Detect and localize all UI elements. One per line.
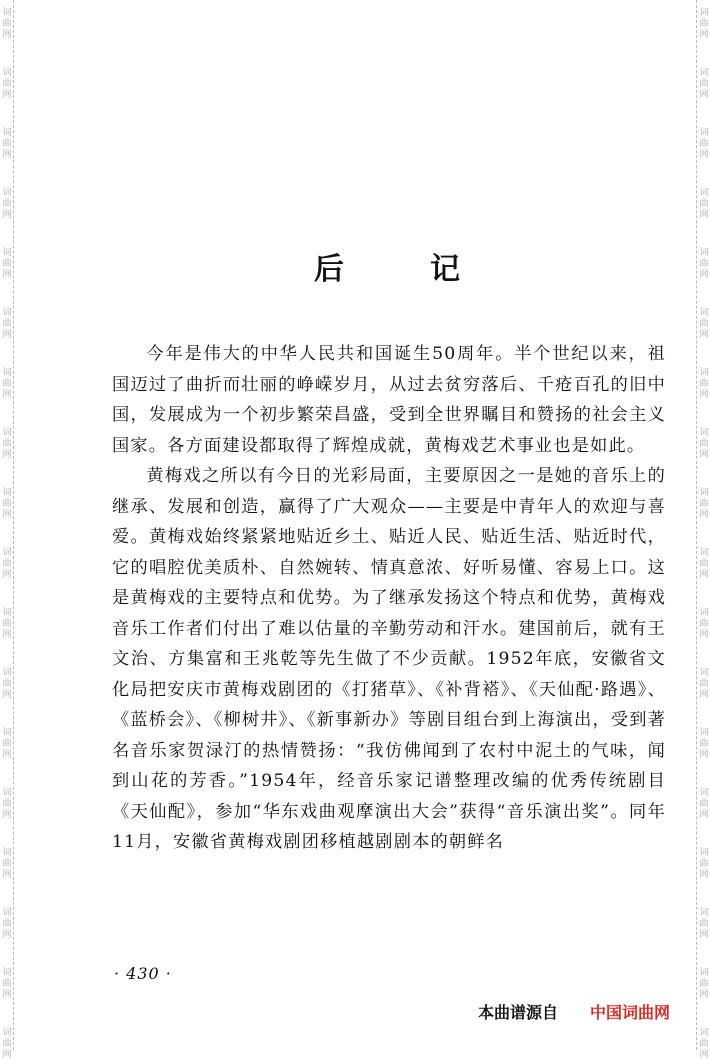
watermark-char: 词 bbox=[699, 848, 709, 858]
watermark-char: 词 bbox=[699, 608, 709, 618]
page-number: · 430 · bbox=[114, 964, 172, 983]
right-watermark-group bbox=[697, 788, 710, 821]
watermark-char: 曲 bbox=[2, 559, 12, 569]
watermark-char: 网 bbox=[699, 1050, 709, 1060]
watermark-char: 曲 bbox=[2, 739, 12, 749]
watermark-char: 曲 bbox=[699, 19, 709, 29]
watermark-char: 曲 bbox=[2, 319, 12, 329]
left-watermark-group bbox=[0, 968, 14, 1001]
watermark-char: 曲 bbox=[2, 439, 12, 449]
watermark-char: 词 bbox=[699, 788, 709, 798]
watermark-char: 曲 bbox=[2, 619, 12, 629]
left-watermark-group bbox=[0, 788, 14, 821]
watermark-char: 词 bbox=[2, 668, 12, 678]
watermark-char: 曲 bbox=[2, 679, 12, 689]
watermark-char: 曲 bbox=[2, 1039, 12, 1049]
left-watermark-strip bbox=[0, 0, 14, 1060]
right-watermark-group bbox=[697, 68, 710, 101]
right-watermark-group bbox=[697, 728, 710, 761]
right-watermark-group bbox=[697, 668, 710, 701]
watermark-char: 网 bbox=[2, 30, 12, 40]
watermark-char: 网 bbox=[2, 270, 12, 280]
watermark-char: 网 bbox=[2, 750, 12, 760]
watermark-char: 网 bbox=[699, 990, 709, 1000]
watermark-char: 曲 bbox=[2, 19, 12, 29]
right-watermark-group bbox=[697, 908, 710, 941]
watermark-char: 词 bbox=[2, 128, 12, 138]
watermark-char: 词 bbox=[2, 188, 12, 198]
right-watermark-group bbox=[697, 8, 710, 41]
paragraph-1: 今年是伟大的中华人民共和国诞生50周年。半个世纪以来，祖国迈过了曲折而壮丽的峥嵘岁月，从过去贫穷落后、千疮百孔的旧中国，发展成为一个初步繁荣昌盛，受到全世界瞩目和赞扬的社会主义国家。各方面建设都取得了辉煌成就，黄梅戏艺术事业也是如此。 bbox=[112, 344, 666, 456]
watermark-char: 曲 bbox=[2, 859, 12, 869]
site-name-link[interactable]: 中国词曲网 bbox=[590, 1003, 671, 1022]
watermark-char: 曲 bbox=[699, 559, 709, 569]
watermark-char: 曲 bbox=[2, 799, 12, 809]
watermark-char: 网 bbox=[2, 630, 12, 640]
watermark-char: 词 bbox=[699, 128, 709, 138]
left-watermark-group bbox=[0, 608, 14, 641]
watermark-char: 网 bbox=[699, 90, 709, 100]
watermark-char: 网 bbox=[699, 870, 709, 880]
left-watermark-group bbox=[0, 428, 14, 461]
watermark-char: 词 bbox=[699, 68, 709, 78]
watermark-char: 曲 bbox=[699, 439, 709, 449]
watermark-char: 曲 bbox=[699, 79, 709, 89]
watermark-char: 词 bbox=[699, 548, 709, 558]
watermark-char: 网 bbox=[2, 990, 12, 1000]
watermark-char: 网 bbox=[2, 1050, 12, 1060]
watermark-char: 网 bbox=[699, 510, 709, 520]
paragraph-2: 黄梅戏之所以有今日的光彩局面，主要原因之一是她的音乐上的继承、发展和创造，赢得了广大观众——主要是中青年人的欢迎与喜爱。黄梅戏始终紧紧地贴近乡土、贴近人民、贴近生活、贴近时代，它的唱腔优美质朴、自然婉转、情真意浓、好听易懂、容易上口。这是黄梅戏的主要特点和优势。为了继承发扬这个特点和优势，黄梅戏音乐工作者们付出了难以估量的辛勤劳动和汗水。建国前后，就有王文治、方集富和王兆乾等先生做了不少贡献。1952年底，安徽省文化局把安庆市黄梅戏剧团的《打猪草》、《补背褡》、《天仙配·路遇》、《蓝桥会》、《柳树井》、《新事新办》等剧目组台到上海演出，受到著名音乐家贺渌汀的热情赞扬：“我仿佛闻到了农村中泥土的气味，闻到山花的芳香。”1954年，经音乐家记谱整理改编的优秀传统剧目《天仙配》，参加“华东戏曲观摩演出大会”获得“音乐演出奖”。同年11月，安徽省黄梅戏剧团移植越剧剧本的朝鲜名 bbox=[112, 466, 667, 852]
watermark-char: 词 bbox=[699, 968, 709, 978]
left-watermark-group bbox=[0, 908, 14, 941]
watermark-char: 网 bbox=[2, 450, 12, 460]
watermark-char: 词 bbox=[699, 428, 709, 438]
left-watermark-group bbox=[0, 308, 14, 341]
watermark-char: 网 bbox=[2, 510, 12, 520]
watermark-char: 曲 bbox=[699, 679, 709, 689]
left-watermark-group bbox=[0, 728, 14, 761]
watermark-char: 曲 bbox=[2, 379, 12, 389]
left-watermark-group bbox=[0, 68, 14, 101]
watermark-char: 曲 bbox=[699, 499, 709, 509]
watermark-char: 词 bbox=[2, 68, 12, 78]
watermark-char: 词 bbox=[2, 428, 12, 438]
right-watermark-group bbox=[697, 188, 710, 221]
watermark-char: 词 bbox=[2, 968, 12, 978]
watermark-char: 网 bbox=[699, 570, 709, 580]
watermark-char: 网 bbox=[699, 750, 709, 760]
watermark-char: 网 bbox=[2, 210, 12, 220]
watermark-char: 网 bbox=[2, 150, 12, 160]
body-text bbox=[112, 339, 666, 858]
watermark-char: 网 bbox=[2, 810, 12, 820]
watermark-char: 网 bbox=[699, 210, 709, 220]
title-char-1: 后 bbox=[314, 252, 344, 287]
source-label: 本曲谱源自 bbox=[478, 1003, 559, 1022]
right-watermark-group bbox=[697, 848, 710, 881]
watermark-char: 曲 bbox=[699, 259, 709, 269]
watermark-char: 网 bbox=[2, 870, 12, 880]
watermark-char: 词 bbox=[2, 728, 12, 738]
watermark-char: 词 bbox=[699, 728, 709, 738]
left-watermark-group bbox=[0, 248, 14, 281]
watermark-char: 曲 bbox=[2, 979, 12, 989]
watermark-char: 曲 bbox=[2, 139, 12, 149]
left-watermark-group bbox=[0, 668, 14, 701]
right-watermark-group bbox=[697, 488, 710, 521]
left-watermark-group bbox=[0, 1028, 14, 1061]
left-watermark-group bbox=[0, 848, 14, 881]
page-title bbox=[314, 248, 474, 292]
watermark-char: 曲 bbox=[2, 79, 12, 89]
right-watermark-group bbox=[697, 548, 710, 581]
title-char-2: 记 bbox=[430, 252, 460, 287]
watermark-char: 网 bbox=[2, 330, 12, 340]
watermark-char: 词 bbox=[699, 308, 709, 318]
watermark-char: 网 bbox=[699, 330, 709, 340]
watermark-char: 曲 bbox=[699, 139, 709, 149]
watermark-char: 曲 bbox=[699, 859, 709, 869]
right-watermark-group bbox=[697, 1028, 710, 1061]
watermark-char: 曲 bbox=[699, 199, 709, 209]
watermark-char: 曲 bbox=[699, 619, 709, 629]
watermark-char: 词 bbox=[699, 188, 709, 198]
watermark-char: 词 bbox=[2, 788, 12, 798]
watermark-char: 网 bbox=[699, 150, 709, 160]
watermark-char: 曲 bbox=[699, 739, 709, 749]
watermark-char: 曲 bbox=[699, 319, 709, 329]
right-watermark-group bbox=[697, 428, 710, 461]
watermark-char: 曲 bbox=[2, 199, 12, 209]
left-watermark-group bbox=[0, 548, 14, 581]
watermark-char: 曲 bbox=[699, 1039, 709, 1049]
watermark-char: 曲 bbox=[2, 919, 12, 929]
left-watermark-group bbox=[0, 368, 14, 401]
watermark-char: 词 bbox=[699, 668, 709, 678]
watermark-char: 曲 bbox=[699, 919, 709, 929]
watermark-char: 网 bbox=[699, 930, 709, 940]
watermark-char: 网 bbox=[699, 450, 709, 460]
right-watermark-group bbox=[697, 308, 710, 341]
watermark-char: 词 bbox=[2, 8, 12, 18]
watermark-char: 曲 bbox=[699, 799, 709, 809]
watermark-char: 网 bbox=[2, 690, 12, 700]
right-watermark-strip bbox=[696, 0, 710, 1060]
watermark-char: 曲 bbox=[2, 499, 12, 509]
right-watermark-group bbox=[697, 608, 710, 641]
watermark-char: 网 bbox=[699, 270, 709, 280]
left-watermark-group bbox=[0, 188, 14, 221]
watermark-char: 词 bbox=[2, 1028, 12, 1038]
left-watermark-group bbox=[0, 128, 14, 161]
watermark-char: 网 bbox=[699, 30, 709, 40]
right-watermark-group bbox=[697, 128, 710, 161]
left-watermark-group bbox=[0, 8, 14, 41]
watermark-char: 词 bbox=[2, 608, 12, 618]
watermark-char: 词 bbox=[2, 308, 12, 318]
right-watermark-group bbox=[697, 968, 710, 1001]
left-watermark-group bbox=[0, 488, 14, 521]
watermark-char: 词 bbox=[2, 848, 12, 858]
watermark-char: 曲 bbox=[699, 979, 709, 989]
right-watermark-group bbox=[697, 368, 710, 401]
watermark-char: 词 bbox=[2, 548, 12, 558]
watermark-char: 网 bbox=[2, 930, 12, 940]
watermark-char: 词 bbox=[2, 248, 12, 258]
watermark-char: 词 bbox=[699, 8, 709, 18]
watermark-char: 网 bbox=[699, 630, 709, 640]
watermark-char: 网 bbox=[2, 570, 12, 580]
watermark-char: 词 bbox=[2, 908, 12, 918]
watermark-char: 词 bbox=[699, 368, 709, 378]
watermark-char: 曲 bbox=[699, 379, 709, 389]
watermark-char: 词 bbox=[699, 908, 709, 918]
watermark-char: 词 bbox=[2, 368, 12, 378]
watermark-char: 网 bbox=[699, 390, 709, 400]
watermark-char: 网 bbox=[2, 90, 12, 100]
right-watermark-group bbox=[697, 248, 710, 281]
watermark-char: 网 bbox=[2, 390, 12, 400]
watermark-char: 词 bbox=[699, 1028, 709, 1038]
watermark-char: 词 bbox=[699, 488, 709, 498]
watermark-char: 词 bbox=[699, 248, 709, 258]
watermark-char: 词 bbox=[2, 488, 12, 498]
watermark-char: 网 bbox=[699, 690, 709, 700]
watermark-char: 网 bbox=[699, 810, 709, 820]
watermark-char: 曲 bbox=[2, 259, 12, 269]
